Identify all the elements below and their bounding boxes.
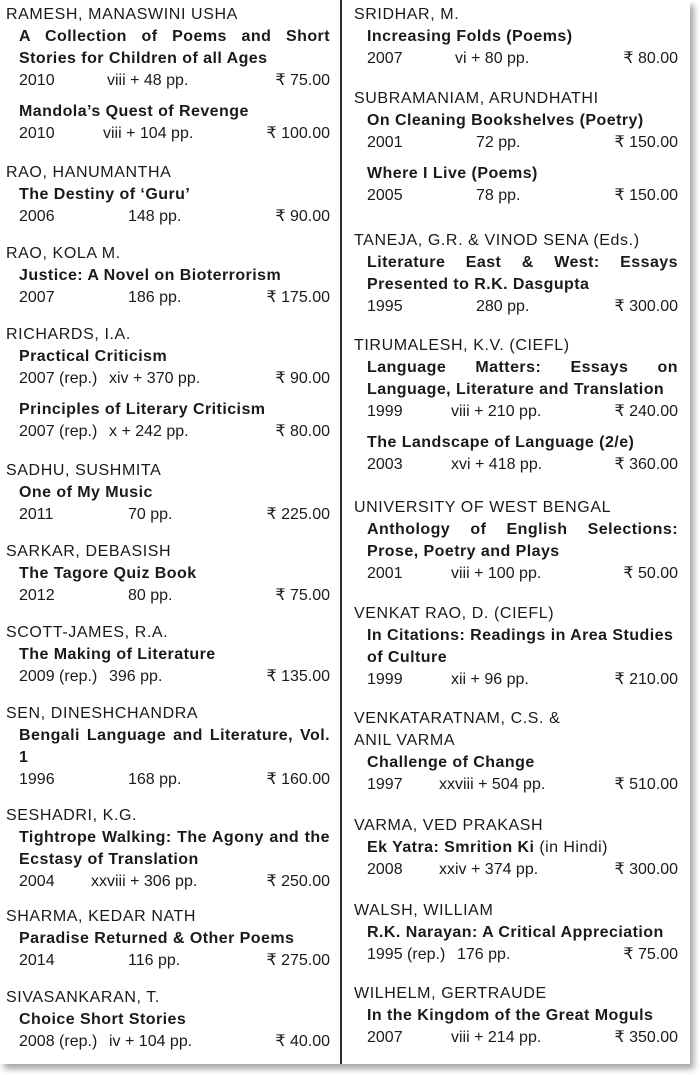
book-details: [19, 950, 330, 971]
price: ₹ 90.00: [275, 370, 330, 387]
price: ₹ 100.00: [266, 125, 330, 142]
author-name: TANEJA, G.R. & VINOD SENA (Eds.): [354, 232, 640, 249]
page-count: xiv + 370 pp.: [109, 370, 201, 387]
publication-year: 2004: [19, 873, 55, 890]
author-group: [6, 805, 330, 892]
author-group: [6, 703, 330, 790]
column-divider: [340, 0, 342, 1064]
author-name: RAO, HANUMANTHA: [6, 164, 172, 181]
book-title-text: Where I Live (Poems): [367, 165, 538, 182]
book-entry: [354, 357, 678, 422]
price: ₹ 75.00: [275, 72, 330, 89]
book-entry: [354, 922, 678, 965]
price: ₹ 510.00: [614, 776, 678, 793]
publication-year: 1999: [367, 671, 403, 688]
book-title-text: Ek Yatra: Smrition Ki: [367, 839, 535, 856]
author-name: SRIDHAR, M.: [354, 6, 460, 23]
author-name: TIRUMALESH, K.V. (CIEFL): [354, 337, 570, 354]
book-entry: [6, 563, 330, 606]
book-title: [367, 922, 678, 944]
page-count: xxiv + 374 pp.: [439, 861, 539, 878]
author-group: [6, 987, 330, 1052]
book-title: [367, 837, 678, 859]
publication-year: 2009 (rep.): [19, 668, 98, 685]
publication-year: 2001: [367, 134, 403, 151]
author-name: SIVASANKARAN, T.: [6, 989, 160, 1006]
price: ₹ 75.00: [623, 946, 678, 963]
publication-year: 2008 (rep.): [19, 1033, 98, 1050]
book-details: [19, 70, 330, 91]
book-details: [367, 296, 678, 317]
price: ₹ 300.00: [614, 861, 678, 878]
book-title: [367, 1005, 678, 1027]
book-title-text: Anthology of English Selections: Prose, Poetry and Plays: [367, 521, 678, 560]
price: ₹ 90.00: [275, 208, 330, 225]
page-count: 280 pp.: [476, 298, 530, 315]
page-count: 176 pp.: [457, 946, 511, 963]
book-details: [19, 1031, 330, 1052]
book-title: [19, 184, 330, 206]
author-group: [6, 906, 330, 971]
book-entry: [354, 519, 678, 584]
book-entry: [6, 346, 330, 389]
book-entry: [6, 26, 330, 91]
book-entry: [6, 399, 330, 442]
price: ₹ 300.00: [614, 298, 678, 315]
book-title-text: Paradise Returned & Other Poems: [19, 930, 295, 947]
book-title: [19, 482, 330, 504]
page-count: viii + 48 pp.: [107, 72, 189, 89]
author-name: VARMA, VED PRAKASH: [354, 817, 544, 834]
publication-year: 1995: [367, 298, 403, 315]
book-title-text: Bengali Language and Literature, Vol. 1: [19, 727, 330, 766]
author-name: SHARMA, KEDAR NATH: [6, 908, 197, 925]
book-details: [19, 206, 330, 227]
price: ₹ 135.00: [266, 668, 330, 685]
book-title: [367, 625, 678, 669]
author-name: WILHELM, GERTRAUDE: [354, 985, 547, 1002]
publication-year: 2010: [19, 125, 55, 142]
book-details: [367, 944, 678, 965]
author-name: RAMESH, MANASWINI USHA: [6, 6, 238, 23]
page-count: 70 pp.: [128, 506, 173, 523]
book-title: [19, 26, 330, 70]
page-count: 80 pp.: [128, 587, 173, 604]
book-entry: [6, 265, 330, 308]
publication-year: 1997: [367, 776, 403, 793]
publication-year: 2010: [19, 72, 55, 89]
book-entry: [6, 101, 330, 144]
author-group: [6, 324, 330, 442]
book-entry: [6, 928, 330, 971]
book-title-note: (in Hindi): [534, 839, 608, 856]
author-group: [354, 88, 678, 206]
book-title: [19, 346, 330, 368]
book-details: [19, 421, 330, 442]
author-group: [354, 4, 678, 69]
price: ₹ 360.00: [614, 456, 678, 473]
author-group: [354, 983, 678, 1048]
book-title-text: Choice Short Stories: [19, 1011, 187, 1028]
book-title-text: R.K. Narayan: A Critical Appreciation: [367, 924, 664, 941]
author-group: [354, 815, 678, 880]
book-entry: [6, 184, 330, 227]
price: ₹ 80.00: [275, 423, 330, 440]
book-entry: [354, 252, 678, 317]
book-title-text: Language Matters: Essays on Language, Literature and Translation: [367, 359, 678, 398]
price: ₹ 160.00: [266, 771, 330, 788]
book-title-text: The Landscape of Language (2/e): [367, 434, 635, 451]
page-count: iv + 104 pp.: [109, 1033, 193, 1050]
book-details: [367, 669, 678, 690]
publication-year: 2007: [19, 289, 55, 306]
author-name: SADHU, SUSHMITA: [6, 462, 162, 479]
page-count: xxviii + 504 pp.: [439, 776, 546, 793]
author-group: [6, 4, 330, 144]
book-title: [367, 357, 678, 401]
book-title-text: Principles of Literary Criticism: [19, 401, 266, 418]
book-title: [19, 101, 330, 123]
author-name: SESHADRI, K.G.: [6, 807, 138, 824]
book-entry: [6, 725, 330, 790]
page-count: xii + 96 pp.: [451, 671, 529, 688]
publication-year: 2003: [367, 456, 403, 473]
book-title-text: In the Kingdom of the Great Moguls: [367, 1007, 654, 1024]
author-group: [354, 708, 678, 795]
author-group: [354, 900, 678, 965]
book-details: [367, 185, 678, 206]
book-title: [19, 265, 330, 287]
book-entry: [354, 26, 678, 69]
page-count: 148 pp.: [128, 208, 182, 225]
book-details: [19, 123, 330, 144]
book-title-text: Justice: A Novel on Bioterrorism: [19, 267, 282, 284]
author-group: [6, 622, 330, 687]
book-details: [19, 504, 330, 525]
book-title-text: A Collection of Poems and Short Stories for Children of all Ages: [19, 28, 330, 67]
author-name: WALSH, WILLIAM: [354, 902, 494, 919]
author-group: [354, 230, 678, 317]
price: ₹ 150.00: [614, 187, 678, 204]
author-name: SCOTT-JAMES, R.A.: [6, 624, 169, 641]
price: ₹ 250.00: [266, 873, 330, 890]
book-title: [367, 110, 678, 132]
page-count: viii + 104 pp.: [103, 125, 194, 142]
author-group: [6, 162, 330, 227]
publication-year: 2007: [367, 50, 403, 67]
book-title: [367, 26, 678, 48]
book-title: [367, 519, 678, 563]
book-title: [367, 752, 678, 774]
page-count: viii + 210 pp.: [451, 403, 542, 420]
book-details: [19, 585, 330, 606]
book-details: [367, 774, 678, 795]
book-title: [367, 432, 678, 454]
book-entry: [6, 482, 330, 525]
publication-year: 2012: [19, 587, 55, 604]
author-name: VENKATARATNAM, C.S. & ANIL VARMA: [354, 710, 561, 749]
book-entry: [354, 837, 678, 880]
book-title-text: One of My Music: [19, 484, 153, 501]
book-title-text: The Tagore Quiz Book: [19, 565, 197, 582]
publication-year: 2011: [19, 506, 54, 523]
book-entry: [354, 625, 678, 690]
page-count: 116 pp.: [128, 952, 181, 969]
book-title: [19, 827, 330, 871]
price: ₹ 75.00: [275, 587, 330, 604]
book-title-text: Practical Criticism: [19, 348, 168, 365]
author-group: [6, 460, 330, 525]
publication-year: 1996: [19, 771, 55, 788]
author-name: SUBRAMANIAM, ARUNDHATHI: [354, 90, 599, 107]
book-title: [367, 163, 678, 185]
publication-year: 2008: [367, 861, 403, 878]
book-entry: [6, 644, 330, 687]
price: ₹ 50.00: [623, 565, 678, 582]
book-entry: [354, 110, 678, 153]
price: ₹ 175.00: [266, 289, 330, 306]
page-count: xvi + 418 pp.: [451, 456, 543, 473]
book-title: [19, 644, 330, 666]
price: ₹ 275.00: [266, 952, 330, 969]
publication-year: 1999: [367, 403, 403, 420]
book-details: [367, 1027, 678, 1048]
book-details: [367, 859, 678, 880]
page-count: viii + 214 pp.: [451, 1029, 542, 1046]
book-title: [19, 399, 330, 421]
book-title-text: Tightrope Walking: The Agony and the Ecstasy of Translation: [19, 829, 330, 868]
publication-year: 2007 (rep.): [19, 370, 98, 387]
price: ₹ 150.00: [614, 134, 678, 151]
book-details: [367, 48, 678, 69]
book-title: [19, 1009, 330, 1031]
page-count: xxviii + 306 pp.: [91, 873, 198, 890]
book-title: [367, 252, 678, 296]
book-title-text: Increasing Folds (Poems): [367, 28, 573, 45]
page-count: viii + 100 pp.: [451, 565, 542, 582]
publication-year: 1995 (rep.): [367, 946, 446, 963]
book-title-text: On Cleaning Bookshelves (Poetry): [367, 112, 644, 129]
price: ₹ 350.00: [614, 1029, 678, 1046]
publication-year: 2006: [19, 208, 55, 225]
book-details: [19, 666, 330, 687]
page-count: 168 pp.: [128, 771, 182, 788]
author-name: RAO, KOLA M.: [6, 245, 121, 262]
author-name: SARKAR, DEBASISH: [6, 543, 172, 560]
book-entry: [6, 827, 330, 892]
book-entry: [354, 752, 678, 795]
author-group: [354, 603, 678, 690]
book-title: [19, 563, 330, 585]
book-title: [19, 725, 330, 769]
publication-year: 2001: [367, 565, 403, 582]
book-title: [19, 928, 330, 950]
price: ₹ 240.00: [614, 403, 678, 420]
page-count: 72 pp.: [476, 134, 521, 151]
author-group: [6, 541, 330, 606]
book-details: [367, 401, 678, 422]
book-details: [367, 132, 678, 153]
author-group: [354, 335, 678, 475]
book-title-text: Challenge of Change: [367, 754, 535, 771]
book-title-text: In Citations: Readings in Area Studies of Culture: [367, 627, 674, 666]
book-details: [19, 287, 330, 308]
price: ₹ 40.00: [275, 1033, 330, 1050]
book-details: [367, 454, 678, 475]
page-count: x + 242 pp.: [109, 423, 189, 440]
page-count: 396 pp.: [109, 668, 163, 685]
publication-year: 2007: [367, 1029, 403, 1046]
publication-year: 2007 (rep.): [19, 423, 98, 440]
price: ₹ 80.00: [623, 50, 678, 67]
author-name: SEN, DINESHCHANDRA: [6, 705, 199, 722]
price: ₹ 210.00: [614, 671, 678, 688]
book-details: [367, 563, 678, 584]
author-name: RICHARDS, I.A.: [6, 326, 131, 343]
book-title-text: The Destiny of ‘Guru’: [19, 186, 191, 203]
page-count: 186 pp.: [128, 289, 182, 306]
book-entry: [354, 1005, 678, 1048]
page-count: vi + 80 pp.: [455, 50, 530, 67]
book-details: [19, 871, 330, 892]
price: ₹ 225.00: [266, 506, 330, 523]
author-group: [6, 243, 330, 308]
book-details: [19, 368, 330, 389]
author-group: [354, 497, 678, 584]
book-entry: [354, 163, 678, 206]
author-name: VENKAT RAO, D. (CIEFL): [354, 605, 555, 622]
book-details: [19, 769, 330, 790]
publication-year: 2005: [367, 187, 403, 204]
page-count: 78 pp.: [476, 187, 521, 204]
publication-year: 2014: [19, 952, 55, 969]
book-title-text: The Making of Literature: [19, 646, 216, 663]
book-entry: [354, 432, 678, 475]
book-title-text: Literature East & West: Essays Presented to R.K. Dasgupta: [367, 254, 678, 293]
book-entry: [6, 1009, 330, 1052]
book-title-text: Mandola’s Quest of Revenge: [19, 103, 249, 120]
author-name: UNIVERSITY OF WEST BENGAL: [354, 499, 612, 516]
